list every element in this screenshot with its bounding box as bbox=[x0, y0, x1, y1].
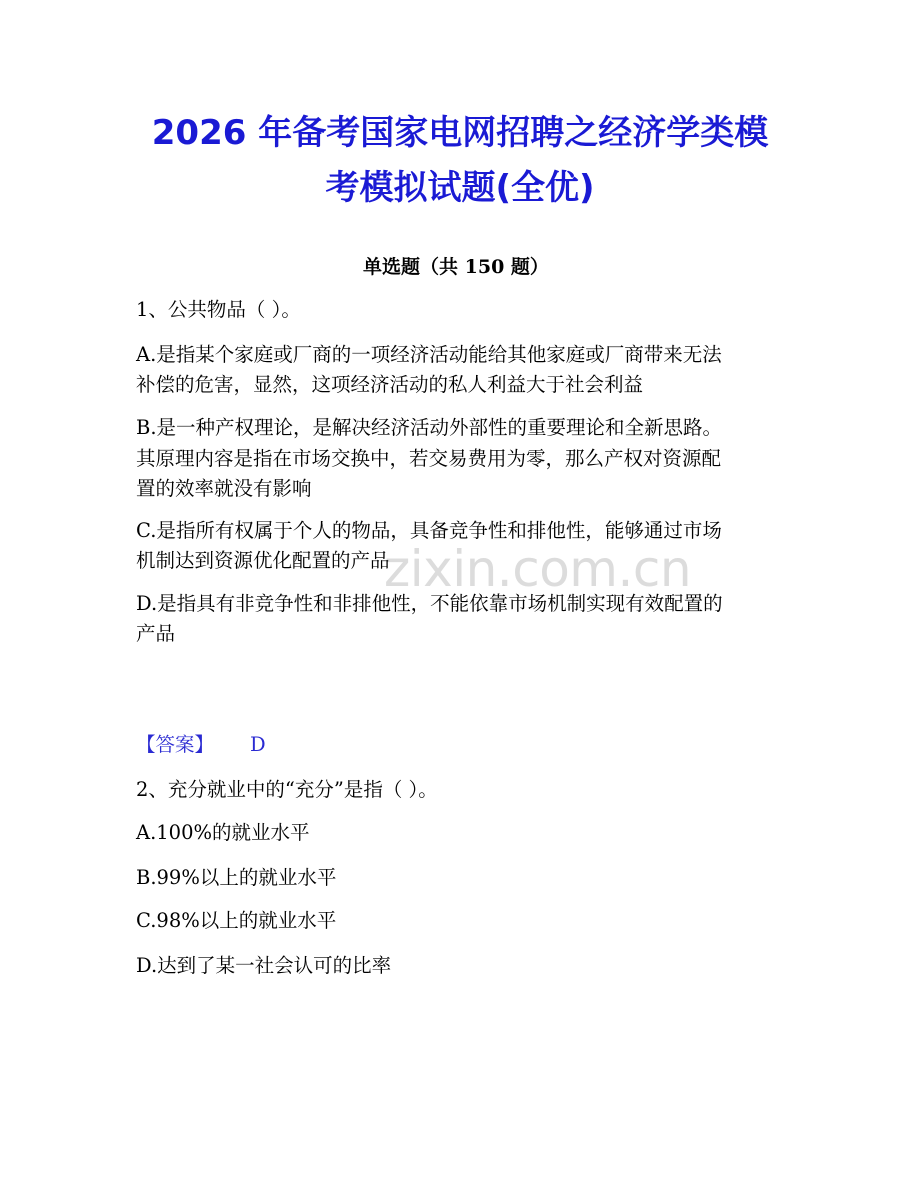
option-line: C.是指所有权属于个人的物品，具备竞争性和排他性，能够通过市场 bbox=[136, 519, 722, 542]
section-heading: 单选题（共 150 题） bbox=[363, 256, 549, 278]
question-1-option-a bbox=[136, 340, 722, 399]
option-line: C.98%以上的就业水平 bbox=[136, 909, 337, 932]
title-line-1: 2026 年备考国家电网招聘之经济学类模 bbox=[151, 113, 769, 153]
option-line: 置的效率就没有影响 bbox=[136, 477, 312, 500]
option-line: 机制达到资源优化配置的产品 bbox=[136, 549, 390, 572]
page-title bbox=[0, 106, 920, 216]
question-2-option-d bbox=[136, 951, 391, 981]
option-line: 其原理内容是指在市场交换中，若交易费用为零，那么产权对资源配 bbox=[136, 446, 722, 470]
question-2-option-a bbox=[136, 818, 310, 848]
watermark: zixin.com.cn bbox=[384, 540, 692, 598]
question-1-option-c bbox=[136, 516, 722, 576]
answer-label: 【答案】 bbox=[136, 733, 215, 756]
option-line: A.是指某个家庭或厂商的一项经济活动能给其他家庭或厂商带来无法 bbox=[136, 343, 722, 366]
question-stem-text: 2、充分就业中的“充分”是指（ ）。 bbox=[136, 778, 438, 801]
option-line: B.是一种产权理论，是解决经济活动外部性的重要理论和全新思路。 bbox=[136, 416, 723, 439]
option-line: D.达到了某一社会认可的比率 bbox=[136, 954, 392, 977]
option-line: D.是指具有非竞争性和非排他性，不能依靠市场机制实现有效配置的 bbox=[136, 592, 723, 615]
option-line: B.99%以上的就业水平 bbox=[136, 866, 337, 889]
option-line: A.100%的就业水平 bbox=[136, 821, 310, 844]
option-line: 产品 bbox=[136, 622, 176, 645]
title-line-2: 考模拟试题(全优) bbox=[325, 168, 595, 208]
question-1-option-b bbox=[136, 413, 722, 505]
question-1-stem bbox=[136, 295, 301, 325]
answer-value: D bbox=[250, 733, 266, 756]
question-stem-text: 1、公共物品（ ）。 bbox=[136, 298, 301, 321]
option-line: 补偿的危害，显然，这项经济活动的私人利益大于社会利益 bbox=[136, 372, 644, 396]
question-2-option-b bbox=[136, 863, 336, 893]
question-1-option-d bbox=[136, 589, 723, 649]
question-2-stem bbox=[136, 775, 438, 805]
question-2-option-c bbox=[136, 906, 336, 936]
